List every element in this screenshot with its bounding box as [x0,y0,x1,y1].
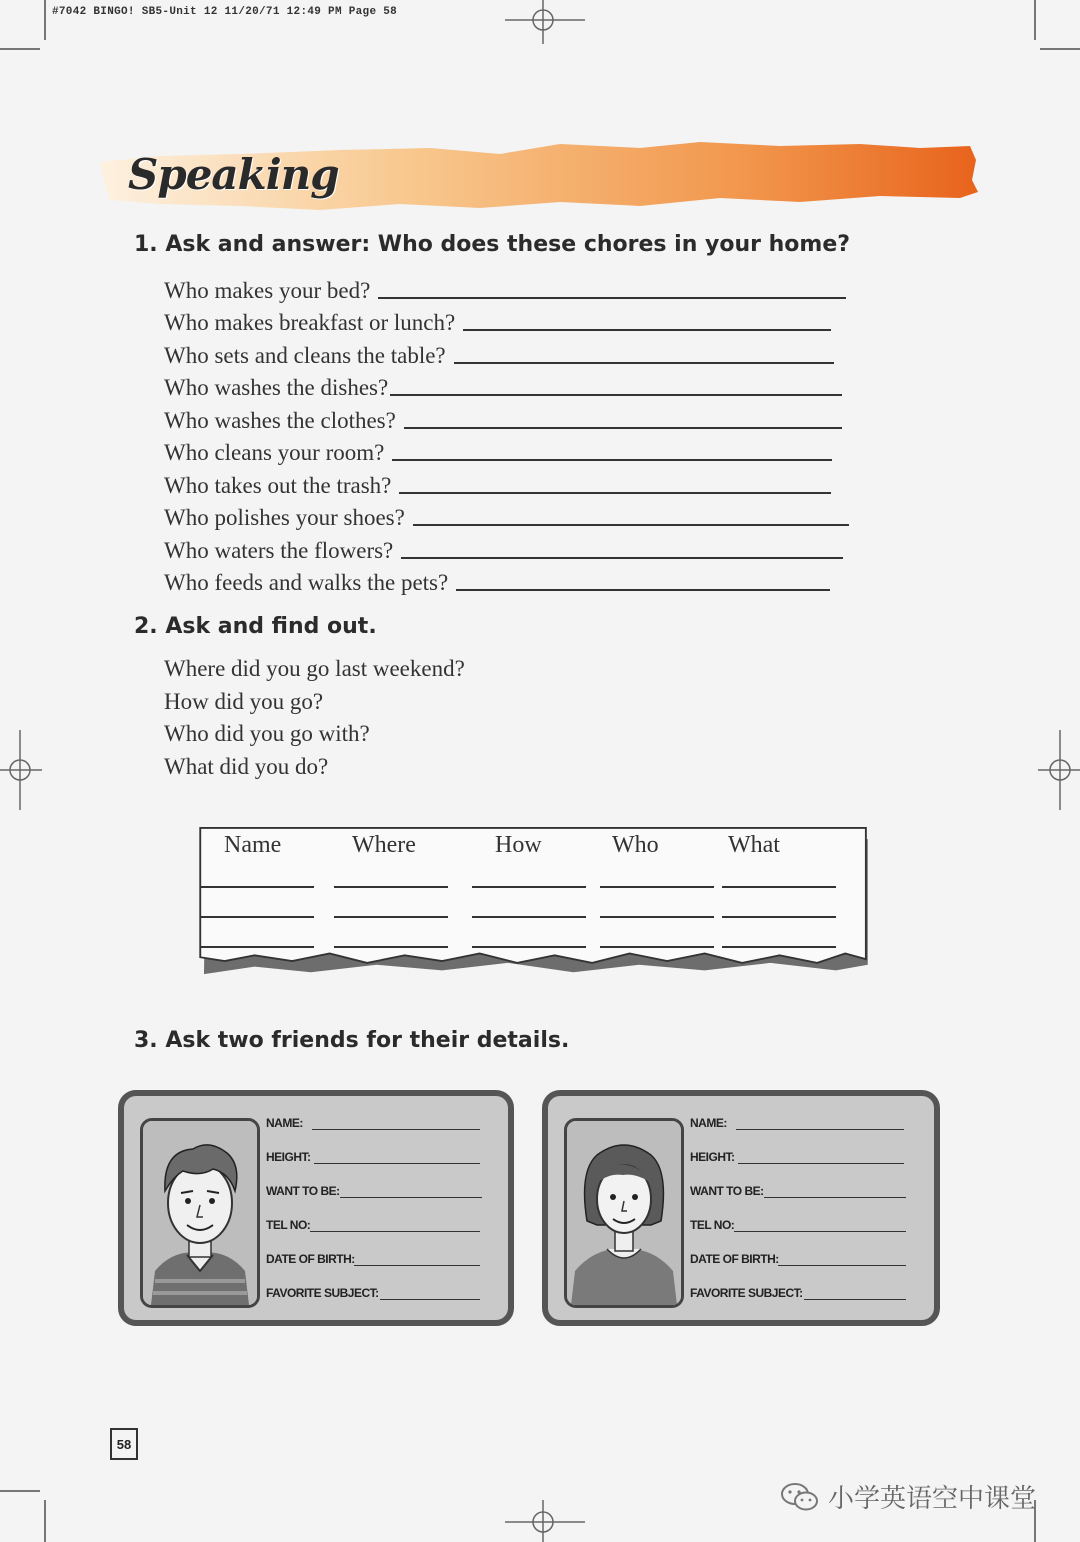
chore-question-row [164,436,884,466]
chore-question: Who sets and cleans the table? [164,343,446,368]
crop-mark [0,48,40,50]
table-blank[interactable] [334,946,448,948]
field-label-name: NAME: [266,1116,303,1130]
table-header-who: Who [612,832,659,858]
crop-mark [1040,48,1080,50]
height-input-line[interactable] [738,1163,904,1164]
chore-question: Who waters the flowers? [164,538,394,563]
registration-mark-left [0,730,42,810]
table-blank[interactable] [200,916,314,918]
answer-line[interactable] [404,427,842,429]
section-3-heading: 3. Ask two friends for their details. [134,1028,570,1053]
want-to-be-input-line[interactable] [340,1197,482,1198]
watermark-text: 小学英语空中课堂 [828,1484,1037,1514]
table-header-name: Name [224,832,282,858]
chore-question: Who cleans your room? [164,440,385,465]
favorite-subject-input-line[interactable] [804,1299,906,1300]
chore-question-row [164,371,884,401]
field-label-want-to-be: WANT TO BE: [266,1184,340,1198]
table-blank[interactable] [472,946,586,948]
chore-question-row [164,566,884,596]
chore-question-row [164,274,884,304]
page-title: Speaking [128,150,339,199]
name-input-line[interactable] [736,1129,904,1130]
answer-line[interactable] [454,362,834,364]
answer-line[interactable] [390,394,842,396]
table-blank[interactable] [600,916,714,918]
find-out-question: What did you do? [164,754,329,779]
table-blank[interactable] [200,946,314,948]
chore-question: Who makes your bed? [164,278,371,303]
table-blank[interactable] [722,916,836,918]
answer-line[interactable] [378,297,846,299]
field-label-tel-no: TEL NO: [266,1218,311,1232]
chore-question: Who polishes your shoes? [164,505,405,530]
find-out-question: Where did you go last weekend? [164,656,465,681]
field-label-date-of-birth: DATE OF BIRTH: [690,1252,779,1266]
table-header-how: How [495,832,542,858]
watermark [780,1478,1036,1515]
date-of-birth-input-line[interactable] [354,1265,480,1266]
field-label-tel-no: TEL NO: [690,1218,735,1232]
crop-mark [44,1500,46,1542]
boy-portrait [140,1118,260,1308]
table-blank[interactable] [722,946,836,948]
field-label-height: HEIGHT: [266,1150,311,1164]
answer-line[interactable] [399,492,831,494]
name-input-line[interactable] [312,1129,480,1130]
chore-question-row [164,501,884,531]
crop-mark [44,0,46,40]
registration-mark-bottom [505,1500,585,1542]
table-blank[interactable] [600,886,714,888]
chore-question-row [164,306,884,336]
chore-question: Who washes the clothes? [164,408,396,433]
table-blank[interactable] [600,946,714,948]
table-blank[interactable] [472,916,586,918]
table-blank[interactable] [334,886,448,888]
date-of-birth-input-line[interactable] [778,1265,906,1266]
field-label-name: NAME: [690,1116,727,1130]
section-1-heading: 1. Ask and answer: Who does these chores in your home? [134,232,851,257]
section-2-heading: 2. Ask and find out. [134,614,377,639]
answer-line[interactable] [413,524,849,526]
table-header-where: Where [352,832,416,858]
boy-illustration [143,1121,257,1305]
want-to-be-input-line[interactable] [764,1197,906,1198]
chore-question-row [164,534,884,564]
answer-line[interactable] [463,329,831,331]
tel-no-input-line[interactable] [310,1231,480,1232]
answer-line[interactable] [401,557,843,559]
favorite-subject-input-line[interactable] [380,1299,480,1300]
girl-illustration [567,1121,681,1305]
print-header: #7042 BINGO! SB5-Unit 12 11/20/71 12:49 PM Page 58 [52,6,398,18]
chore-question-row [164,339,884,369]
registration-mark-top [505,0,585,44]
table-header-what: What [728,832,780,858]
field-label-favorite-subject: FAVORITE SUBJECT: [266,1286,379,1300]
table-blank[interactable] [200,886,314,888]
find-out-question: How did you go? [164,689,324,714]
chore-question: Who washes the dishes? [164,375,389,400]
page-number: 58 [110,1428,138,1460]
chore-question: Who feeds and walks the pets? [164,570,449,595]
chore-question: Who makes breakfast or lunch? [164,310,456,335]
registration-mark-right [1038,730,1080,810]
table-blank[interactable] [334,916,448,918]
field-label-date-of-birth: DATE OF BIRTH: [266,1252,355,1266]
chore-question-row [164,404,884,434]
tel-no-input-line[interactable] [734,1231,906,1232]
wechat-icon [780,1481,820,1513]
crop-mark [1034,0,1036,40]
find-out-question: Who did you go with? [164,721,370,746]
answer-line[interactable] [456,589,830,591]
height-input-line[interactable] [314,1163,480,1164]
answer-line[interactable] [392,459,832,461]
crop-mark [0,1490,40,1492]
chore-question-row [164,469,884,499]
table-blank[interactable] [722,886,836,888]
chore-question: Who takes out the trash? [164,473,392,498]
table-blank[interactable] [472,886,586,888]
field-label-favorite-subject: FAVORITE SUBJECT: [690,1286,803,1300]
field-label-height: HEIGHT: [690,1150,735,1164]
field-label-want-to-be: WANT TO BE: [690,1184,764,1198]
girl-portrait [564,1118,684,1308]
